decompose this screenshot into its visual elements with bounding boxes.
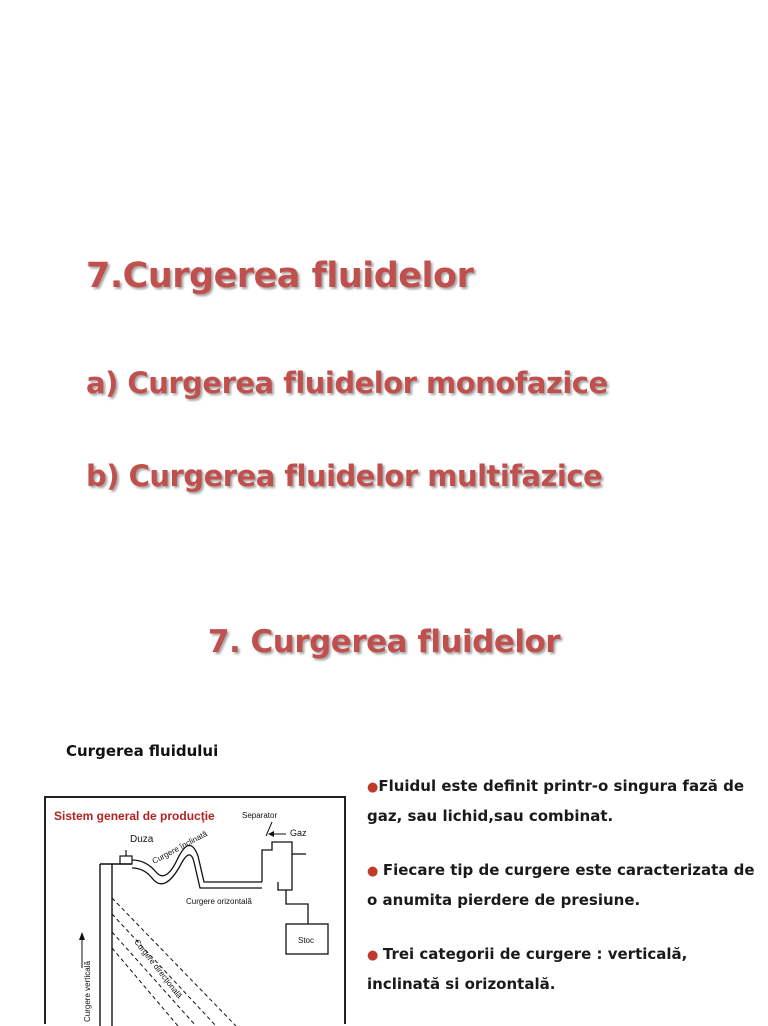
bullet-1 (367, 772, 757, 830)
item-b-multifazice: b) Curgerea fluidelor multifazice (86, 459, 603, 493)
directional-line-3 (112, 932, 196, 1026)
label-curgere-directionala: Curgere direcţională (132, 937, 184, 1001)
gas-arrow-head (268, 831, 274, 837)
stock-pipe (286, 890, 308, 924)
production-system-figure (44, 796, 346, 1024)
item-a-monofazice: a) Curgerea fluidelor monofazice (86, 366, 608, 400)
label-duza: Duza (130, 834, 154, 845)
label-curgere-orizontala: Curgere orizontală (186, 897, 252, 906)
label-gaz: Gaz (290, 828, 307, 838)
production-system-diagram (46, 798, 344, 1026)
bullet-list (367, 772, 757, 1024)
bullet-1-text: Fluidul este definit printr-o singura fază de gaz, sau lichid,sau combinat. (367, 777, 745, 825)
slide-2-title: 7. Curgerea fluidelor (207, 624, 561, 660)
label-curgere-inclinata: Curgere înclinată (150, 829, 209, 866)
directional-line-1 (112, 898, 236, 1026)
subheading: Curgerea fluidului (66, 742, 219, 760)
nozzle-body (120, 856, 132, 864)
bullet-2-text: Fiecare tip de curgere este caracterizata de o anumita pierdere de presiune. (367, 861, 755, 909)
bullet-3 (367, 940, 757, 998)
bullet-2 (367, 856, 757, 914)
bullet-dot: ● (367, 780, 379, 795)
label-stoc: Stoc (298, 936, 315, 945)
label-separator: Separator (242, 811, 278, 820)
bullet-3-text: Trei categorii de curgere : verticală, inclinată si orizontală. (367, 945, 688, 993)
bullet-dot: ● (367, 864, 383, 879)
bullet-dot: ● (367, 948, 383, 963)
figure-title: Sistem general de producţie (54, 809, 215, 823)
separator-vessel (262, 842, 292, 890)
vertical-flow-arrow-head (79, 932, 85, 940)
label-curgere-verticala: Curgere verticală (83, 961, 92, 1022)
slide-1-title: 7.Curgerea fluidelor (86, 256, 474, 296)
